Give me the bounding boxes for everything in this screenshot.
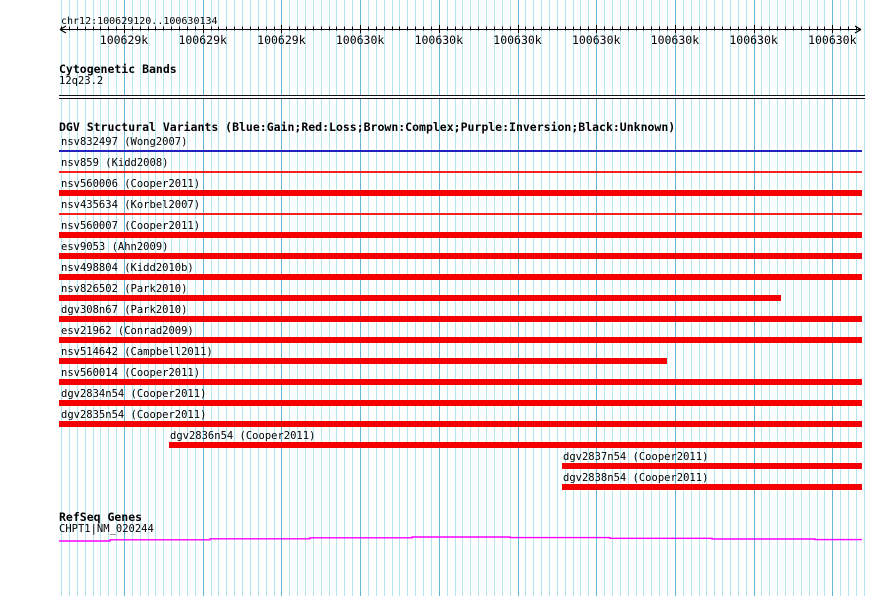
variant-label[interactable]: esv9053 (Ahn2009): [61, 241, 169, 253]
ruler-tick-label: 100630k: [335, 33, 385, 47]
variant-label[interactable]: nsv832497 (Wong2007): [61, 136, 188, 148]
ruler-tick-label: 100629k: [99, 33, 149, 47]
region-coordinates: chr12:100629120..100630134: [61, 16, 218, 27]
variant-label[interactable]: dgv308n67 (Park2010): [61, 304, 188, 316]
dgv-section-title: DGV Structural Variants (Blue:Gain;Red:Loss;Brown:Complex;Purple:Inversion;Black:Unknown): [59, 120, 676, 134]
variant-label[interactable]: nsv826502 (Park2010): [61, 283, 188, 295]
ruler-tick-label: 100629k: [257, 33, 306, 47]
variant-label[interactable]: esv21962 (Conrad2009): [61, 325, 194, 337]
variant-label[interactable]: dgv2834n54 (Cooper2011): [61, 388, 207, 400]
variant-label[interactable]: dgv2837n54 (Cooper2011): [563, 451, 709, 463]
variant-label[interactable]: nsv859 (Kidd2008): [61, 157, 169, 169]
ruler-tick-label: 100630k: [414, 33, 464, 47]
variant-label[interactable]: dgv2836n54 (Cooper2011): [170, 430, 316, 442]
ruler-tick-label: 100630k: [571, 33, 621, 47]
cytoband-name: 12q23.2: [59, 75, 104, 87]
ruler-tick-label: 100630k: [729, 33, 778, 47]
ruler-tick-label: 100630k: [650, 33, 700, 47]
cytogenetic-section-title: Cytogenetic Bands: [59, 62, 177, 76]
variant-label[interactable]: nsv435634 (Korbel2007): [61, 199, 201, 211]
variant-label[interactable]: dgv2838n54 (Cooper2011): [563, 472, 709, 484]
variant-label[interactable]: nsv560006 (Cooper2011): [61, 178, 201, 190]
ruler-tick-label: 100630k: [808, 33, 857, 47]
variant-label[interactable]: nsv560007 (Cooper2011): [61, 220, 201, 232]
refseq-section-title: RefSeq Genes: [59, 510, 143, 524]
gene-name: CHPT1|NM_020244: [59, 523, 154, 535]
variant-label[interactable]: nsv498804 (Kidd2010b): [61, 262, 194, 274]
variant-label[interactable]: nsv560014 (Cooper2011): [61, 367, 201, 379]
ruler-tick-label: 100629k: [178, 33, 227, 47]
variant-label[interactable]: nsv514642 (Campbell2011): [61, 346, 213, 358]
ruler-tick-label: 100630k: [493, 33, 542, 47]
variant-label[interactable]: dgv2835n54 (Cooper2011): [61, 409, 207, 421]
